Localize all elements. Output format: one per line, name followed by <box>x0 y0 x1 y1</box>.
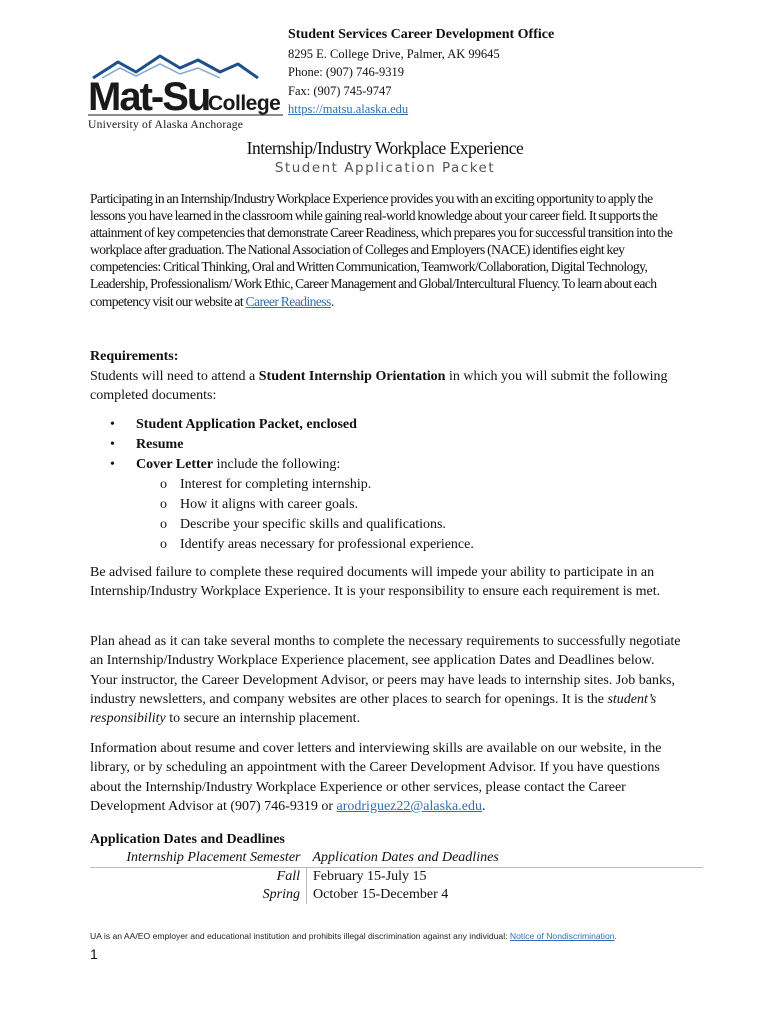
logo-university-line: University of Alaska Anchorage <box>88 118 244 131</box>
semester-cell: Spring <box>90 886 307 904</box>
logo-wordmark: Mat-Su <box>88 75 210 119</box>
dates-cell: February 15-July 15 <box>313 869 427 884</box>
logo-college: College <box>208 92 281 115</box>
list-item: • Resume <box>110 437 184 452</box>
phone: Phone: (907) 746-9319 <box>288 65 404 79</box>
page-number: 1 <box>90 946 98 962</box>
address: 8295 E. College Drive, Palmer, AK 99645 <box>288 46 500 61</box>
list-item: o Interest for completing internship. <box>160 477 372 492</box>
requirements-text: Students will need to attend a Student Internship Orientation in which you will submit the following completed documents: <box>90 369 668 404</box>
mat-su-college-logo <box>88 52 283 132</box>
requirements-heading: Requirements: <box>90 349 179 364</box>
dates-table <box>90 849 703 904</box>
footer-notice: UA is an AA/EO employer and educational institution and prohibits illegal discrimination against any individual: Notice of Nondiscrimination. <box>90 931 617 941</box>
office-name: Student Services Career Development Office <box>288 27 555 42</box>
information-paragraph: Information about resume and cover letters and interviewing skills are available on our website, in the library, or by scheduling an appointment with the Career Development Advisor. If you have questions about the Internship/Industry Workplace Experience or other services, please contact the Career Development Advisor at (907) 746-9319 or arodriguez22@alaska.edu. <box>90 741 662 814</box>
nondiscrimination-link[interactable]: Notice of Nondiscrimination <box>509 931 615 941</box>
intro-paragraph: Participating in an Internship/Industry Workplace Experience provides you with an exciting opportunity to apply the lessons you have learned in the classroom while gaining real-world knowledge about your career field. It supports the attainment of key competencies that demonstrate Career Readiness, which prepares you for successful transition into the workplace after graduation. The National Association of Colleges and Employers (NACE) identifies eight key competencies: Critical Thinking, Oral and Written Communication, Teamwork/Collaboration, Digital Technology, Leadership, Professionalism/ Work Ethic, Career Management and Global/Intercultural Fluency. To learn about each competency visit our website at Career Readiness. <box>90 191 673 309</box>
fax: Fax: (907) 745-9747 <box>288 83 392 98</box>
dates-cell: October 15-December 4 <box>313 887 449 902</box>
table-row <box>90 868 703 887</box>
table-row <box>90 886 703 904</box>
list-item: o Identify areas necessary for professional experience. <box>160 537 474 552</box>
contact-block <box>288 26 554 119</box>
document-title: Internship/Industry Workplace Experience <box>246 138 524 158</box>
dates-heading: Application Dates and Deadlines <box>90 832 285 847</box>
table-header-row <box>90 849 703 868</box>
plan-ahead-paragraph: Plan ahead as it can take several months to complete the necessary requirements to successfully negotiate an Internship/Industry Workplace Experience placement, see application Dates and Deadlines below. Your instructor, the Career Development Advisor, or peers may have leads to internship sites. Job banks, industry newsletters, and company websites are other places to search for openings. It is the student’s responsibility to secure an internship placement. <box>90 634 681 727</box>
required-documents-list <box>110 415 474 555</box>
column-header-semester: Internship Placement Semester <box>90 849 307 868</box>
advisory-paragraph: Be advised failure to complete these required documents will impede your ability to participate in an Internship/Industry Workplace Experience. It is your responsibility to ensure each requirement is met. <box>90 565 661 600</box>
list-item: o How it aligns with career goals. <box>160 497 359 512</box>
semester-cell: Fall <box>90 868 307 887</box>
column-header-dates: Application Dates and Deadlines <box>307 849 704 868</box>
career-readiness-link[interactable]: Career Readiness <box>245 293 331 309</box>
list-item: • Cover Letter include the following: o Interest for completing internship. o How it aligns with career goals. o Describe your specific skills and qualifications. o Identify areas necessary for professional experience. <box>110 455 474 555</box>
website-link[interactable]: https://matsu.alaska.edu <box>288 102 409 116</box>
advisor-email-link[interactable]: arodriguez22@alaska.edu <box>336 798 482 814</box>
list-item: o Describe your specific skills and qualifications. <box>160 517 446 532</box>
cover-letter-sublist <box>136 475 474 555</box>
list-item: • Student Application Packet, enclosed <box>110 417 357 432</box>
document-subtitle: Student Application Packet <box>274 160 496 176</box>
